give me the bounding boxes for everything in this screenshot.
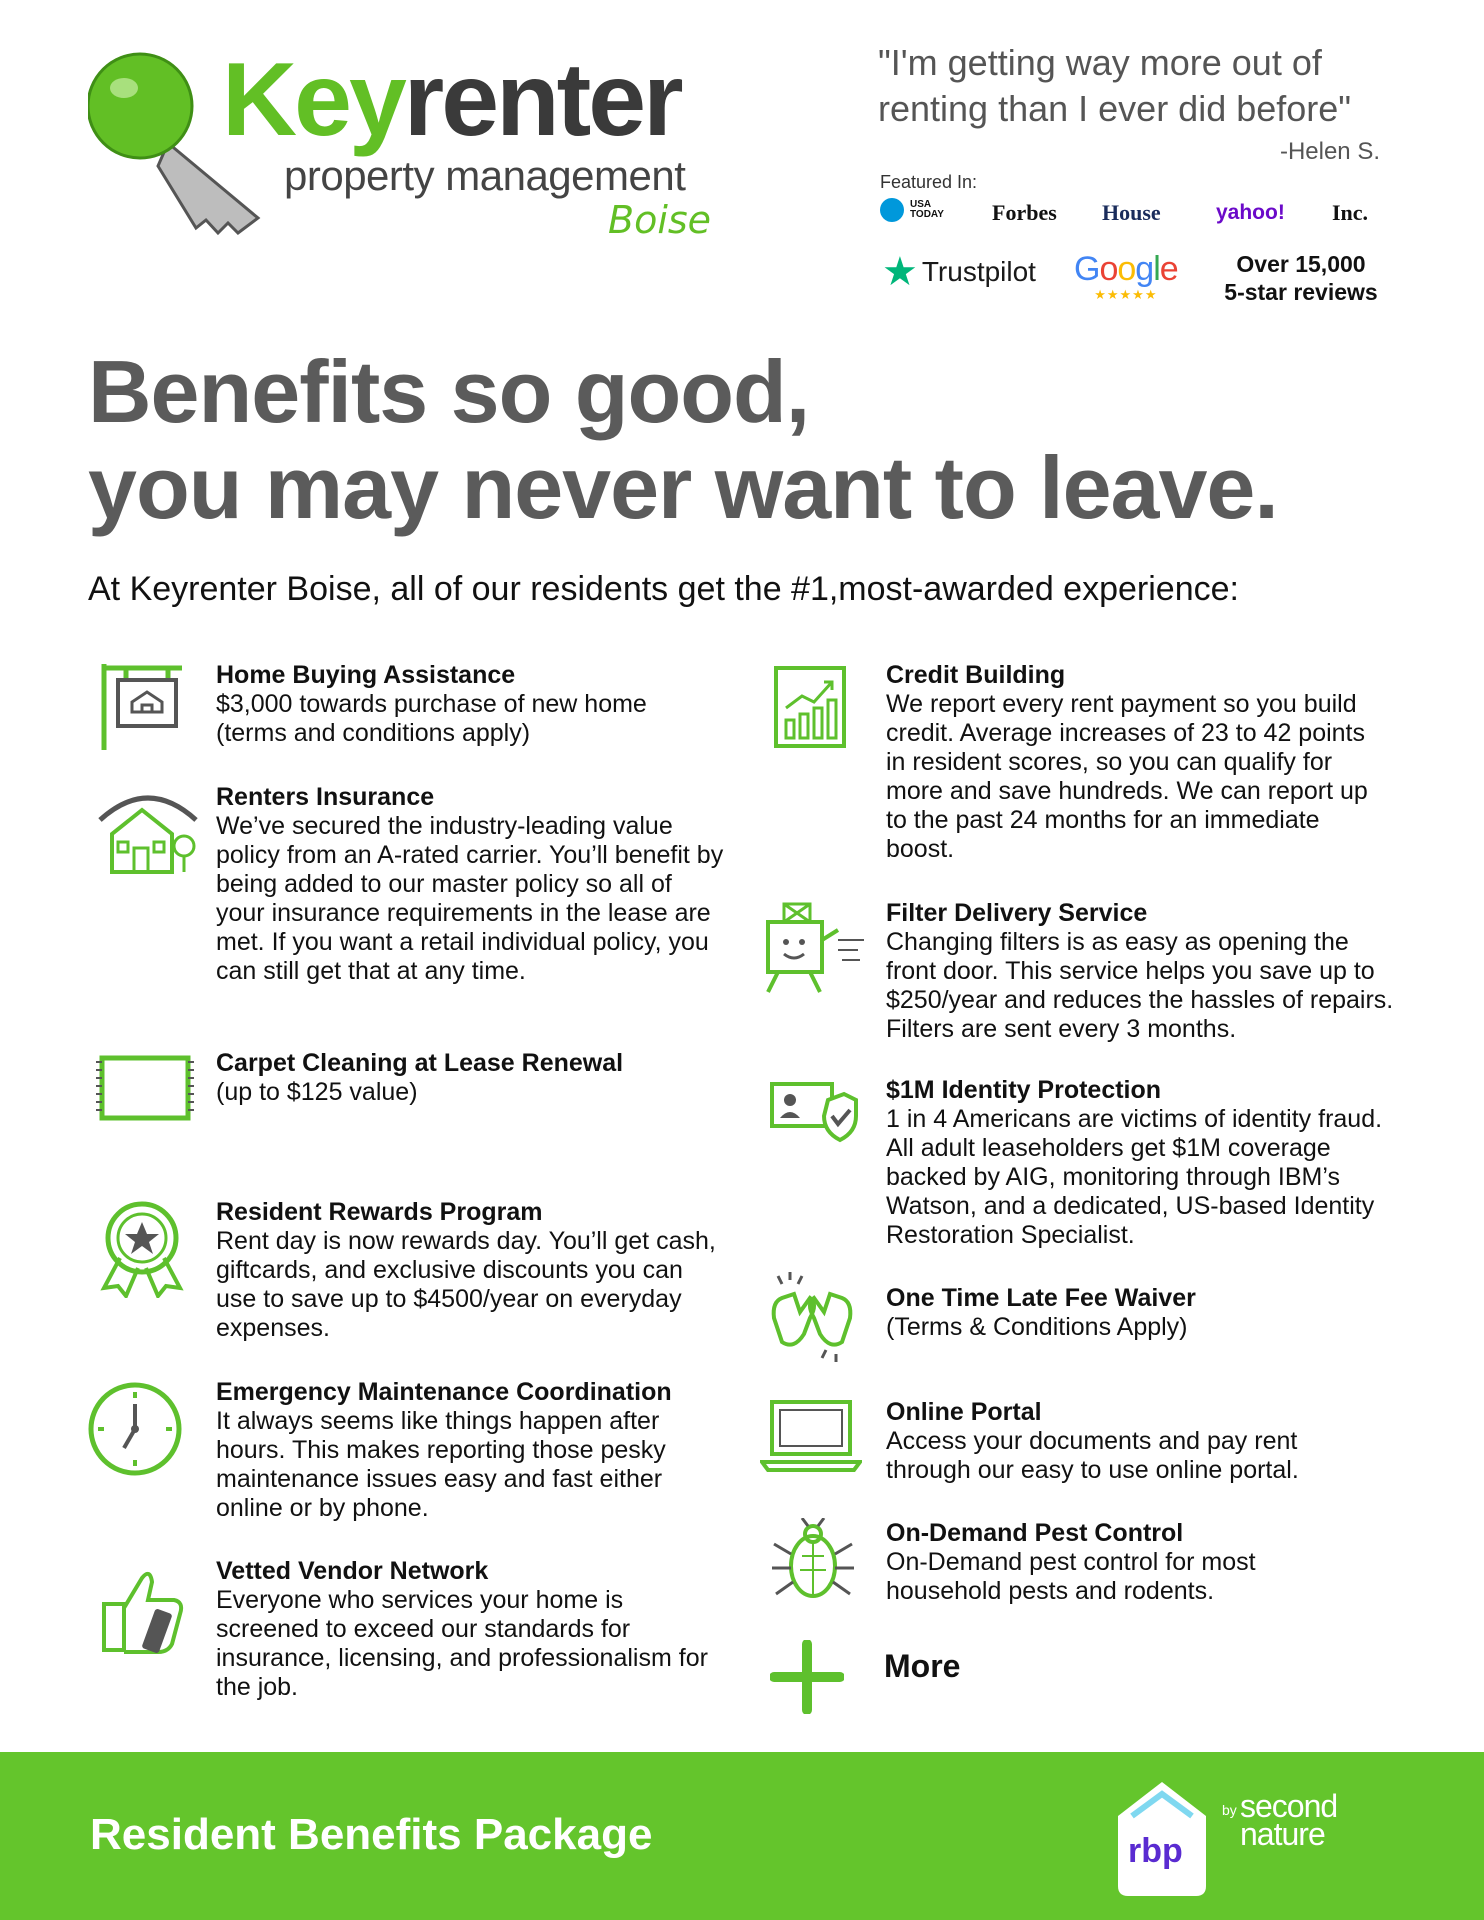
benefit-carpet-cleaning (216, 1048, 736, 1107)
benefit-title: $1M Identity Protection (886, 1076, 1162, 1104)
benefit-vetted-vendors (216, 1556, 736, 1702)
thumbs-up-icon (90, 1560, 190, 1660)
testimonial-quote: "I'm getting way more out of renting than I ever did before" (878, 42, 1352, 129)
google-stars: ★★★★★ (1094, 287, 1158, 302)
benefit-title: Filter Delivery Service (886, 899, 1148, 927)
laptop-icon (760, 1396, 862, 1476)
this-old-house-logo: House (1102, 200, 1161, 225)
google-wordmark: Google (1074, 250, 1178, 288)
benefit-desc: Everyone who services your home is screened to exceed our standards for insurance, licensing, and professionalism for the job. (216, 1586, 708, 1701)
benefit-identity-protection (886, 1075, 1406, 1250)
featured-label: Featured In: (880, 172, 978, 192)
benefit-desc: It always seems like things happen after hours. This makes reporting those pesky maintenance issues easy and fast either online or by phone. (216, 1407, 666, 1522)
logo-city: Boise (608, 198, 712, 242)
benefit-renters-insurance (216, 782, 736, 986)
house-sign-icon (96, 660, 188, 754)
more-link[interactable]: More (884, 1648, 961, 1684)
rbp-text: rbp (1128, 1832, 1183, 1870)
benefit-title: On-Demand Pest Control (886, 1519, 1184, 1547)
review-count: Over 15,000 5-star reviews (1224, 251, 1378, 305)
benefit-title: Vetted Vendor Network (216, 1557, 489, 1585)
benefit-resident-rewards (216, 1197, 736, 1343)
insured-house-icon (96, 784, 200, 884)
benefit-desc: On-Demand pest control for most household pests and rodents. (886, 1548, 1256, 1605)
benefit-desc: 1 in 4 Americans are victims of identity fraud. All adult leaseholders get $1M coverage backed by AIG, monitoring through IBM’s Watson, and a dedicated, US-based Identity Restoration Specialist. (886, 1105, 1383, 1249)
delivery-box-icon (754, 900, 874, 1000)
benefit-online-portal (886, 1397, 1406, 1485)
benefit-emergency-maintenance (216, 1377, 736, 1523)
bug-icon (768, 1518, 858, 1602)
forbes-logo: Forbes (992, 200, 1057, 225)
rug-icon (94, 1052, 196, 1124)
yahoo-logo: yahoo! (1216, 201, 1285, 224)
benefit-desc: Rent day is now rewards day. You’ll get cash, giftcards, and exclusive discounts you can use to save up to $4500/year on everyday expenses. (216, 1227, 716, 1342)
benefit-title: Home Buying Assistance (216, 661, 516, 689)
headline: Benefits so good, you may never want to leave. (88, 342, 1278, 537)
keyrenter-logo (88, 42, 728, 248)
media-logos (880, 198, 1384, 232)
benefit-title: Emergency Maintenance Coordination (216, 1378, 672, 1406)
benefit-pest-control (886, 1518, 1406, 1606)
benefit-desc: We report every rent payment so you build credit. Average increases of 23 to 42 points in resident scores, so you can qualify for more and save hundreds. We can report up to the past 24 months for an immediate boost. (886, 690, 1368, 863)
google-logo (1074, 250, 1178, 303)
benefit-title: Resident Rewards Program (216, 1198, 543, 1226)
subheading: At Keyrenter Boise, all of our residents get the #1,most-awarded experience: (88, 570, 1239, 608)
benefit-credit-building (886, 660, 1406, 864)
second-nature-logo: second nature (1240, 1788, 1338, 1852)
benefit-desc: $3,000 towards purchase of new home (terms and conditions apply) (216, 690, 647, 747)
benefit-desc: (Terms & Conditions Apply) (886, 1313, 1188, 1341)
rbp-logo (1110, 1776, 1214, 1900)
benefit-home-buying (216, 660, 736, 748)
usa-today-logo: USA TODAY (880, 198, 944, 222)
by-label: by (1222, 1802, 1237, 1818)
benefit-desc: Access your documents and pay rent through our easy to use online portal. (886, 1427, 1299, 1484)
brand-renter: renter (403, 42, 681, 158)
usa-today-dot-icon (880, 198, 904, 222)
benefit-title: Online Portal (886, 1398, 1042, 1426)
footer-title: Resident Benefits Package (90, 1810, 653, 1859)
credit-chart-icon (772, 664, 848, 750)
testimonial-author: -Helen S. (1279, 138, 1380, 165)
footer-banner (0, 1752, 1484, 1920)
benefit-title: Renters Insurance (216, 783, 435, 811)
brand-key: Key (222, 42, 404, 158)
benefit-desc: We’ve secured the industry-leading value policy from an A-rated carrier. You’ll benefit by being added to our master policy so all of your insurance requirements in the lease are met. If you want a retail individual policy, you can still get that at any time. (216, 812, 724, 985)
award-ribbon-icon (96, 1198, 188, 1298)
benefit-late-fee-waiver (886, 1283, 1406, 1342)
trustpilot-star-icon: ★ (882, 250, 918, 294)
high-five-icon (764, 1268, 860, 1364)
benefit-title: Credit Building (886, 661, 1066, 689)
id-shield-icon (768, 1078, 858, 1144)
plus-icon (770, 1640, 844, 1714)
clock-icon (86, 1380, 184, 1478)
benefit-desc: Changing filters is as easy as opening the front door. This service helps you save up to $250/year and reduces the hassles of repairs. Filters are sent every 3 months. (886, 928, 1394, 1043)
benefit-title: One Time Late Fee Waiver (886, 1284, 1196, 1312)
benefit-filter-delivery (886, 898, 1406, 1044)
benefit-title: Carpet Cleaning at Lease Renewal (216, 1049, 624, 1077)
trustpilot-logo: ★ Trustpilot (882, 250, 1036, 294)
inc-logo: Inc. (1332, 200, 1369, 225)
logo-tagline: property management (284, 152, 686, 199)
benefit-desc: (up to $125 value) (216, 1078, 418, 1106)
